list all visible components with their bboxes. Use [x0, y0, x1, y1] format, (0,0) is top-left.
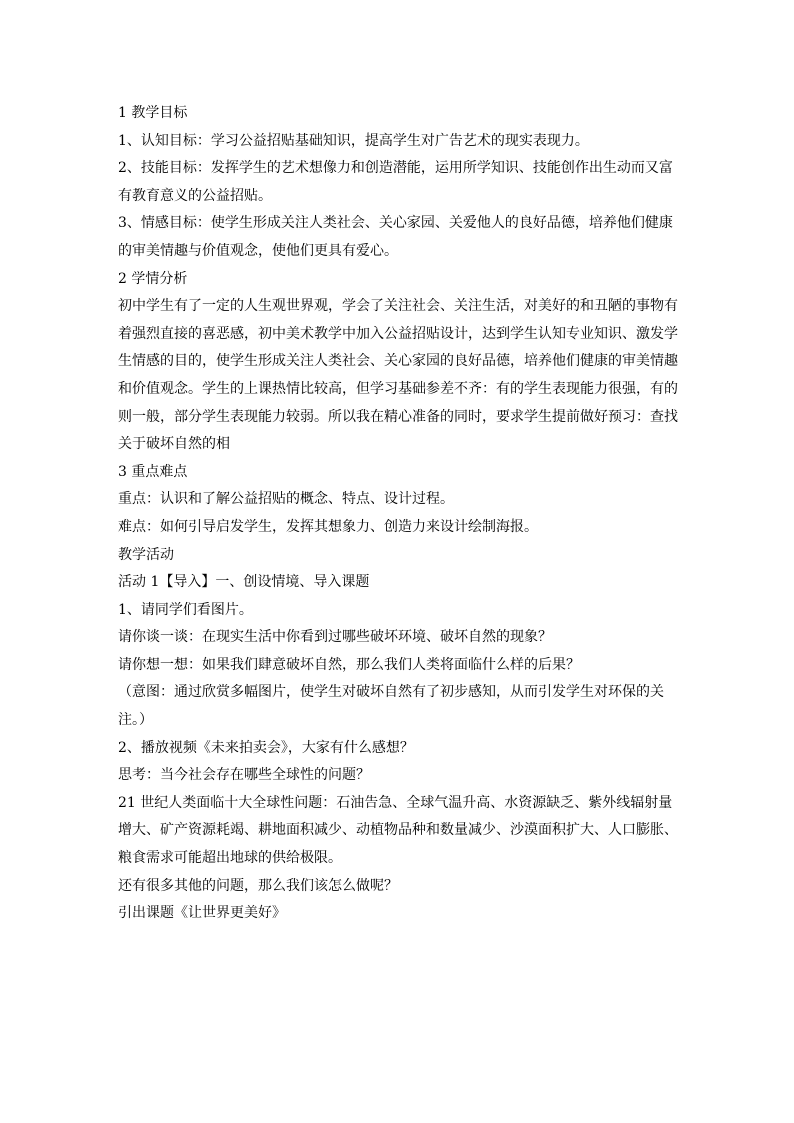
section-heading-activities: 教学活动 [118, 546, 174, 563]
paragraph-line: 注。） [118, 712, 153, 729]
paragraph-line: 关于破坏自然的相 [118, 436, 230, 453]
paragraph-line: 2、技能目标：发挥学生的艺术想像力和创造潜能，运用所学知识、技能创作出生动而又富 [118, 160, 673, 177]
paragraph-line: 则一般，部分学生表现能力较弱。所以我在精心准备的同时，要求学生提前做好预习：查找 [118, 408, 678, 425]
paragraph-line: 初中学生有了一定的人生观世界观，学会了关注社会、关注生活，对美好的和丑陋的事物有 [118, 298, 678, 315]
paragraph-line: 21 世纪人类面临十大全球性问题：石油告急、全球气温升高、水资源缺乏、紫外线辐射量 [118, 794, 673, 811]
paragraph-line: 着强烈直接的喜恶感，初中美术教学中加入公益招贴设计，达到学生认知专业知识、激发学 [118, 325, 678, 342]
paragraph-line: 思考：当今社会存在哪些全球性的问题？ [118, 767, 370, 784]
paragraph-line: 2、播放视频《未来拍卖会》，大家有什么感想？ [118, 739, 414, 756]
paragraph-line: 请你谈一谈：在现实生活中你看到过哪些破坏环境、破坏自然的现象？ [118, 629, 552, 646]
paragraph-line: 1、请同学们看图片。 [118, 601, 253, 618]
paragraph-line: 生情感的目的，使学生形成关注人类社会、关心家园的良好品德，培养他们健康的审美情趣 [118, 353, 678, 370]
paragraph-line: 1、认知目标：学习公益招贴基础知识，提高学生对广告艺术的现实表现力。 [118, 132, 589, 149]
paragraph-line: 引出课题《让世界更美好》 [118, 905, 286, 922]
paragraph-line: （意图：通过欣赏多幅图片，使学生对破坏自然有了初步感知，从而引发学生对环保的关 [118, 684, 664, 701]
section-heading-objectives: 1 教学目标 [118, 105, 188, 121]
paragraph-line: 增大、矿产资源耗竭、耕地面积减少、动植物品种和数量减少、沙漠面积扩大、人口膨胀、 [118, 822, 678, 839]
paragraph-line: 重点：认识和了解公益招贴的概念、特点、设计过程。 [118, 491, 454, 508]
paragraph-line: 请你想一想：如果我们肆意破坏自然，那么我们人类将面临什么样的后果？ [118, 656, 580, 673]
paragraph-line: 粮食需求可能超出地球的供给极限。 [118, 850, 342, 867]
paragraph-line: 有教育意义的公益招贴。 [118, 187, 272, 204]
paragraph-line: 还有很多其他的问题，那么我们该怎么做呢？ [118, 877, 398, 894]
paragraph-line: 难点：如何引导启发学生，发挥其想象力、创造力来设计绘制海报。 [118, 518, 538, 535]
paragraph-line: 和价值观念。学生的上课热情比较高，但学习基础参差不齐：有的学生表现能力很强，有的 [118, 380, 678, 397]
section-heading-analysis: 2 学情分析 [118, 270, 188, 287]
section-heading-key-points: 3 重点难点 [118, 463, 188, 480]
paragraph-line: 3、情感目标：使学生形成关注人类社会、关心家园、关爱他人的良好品德，培养他们健康 [118, 215, 673, 232]
document-body [118, 100, 692, 928]
activity-heading: 活动 1【导入】一、创设情境、导入课题 [118, 574, 370, 591]
paragraph-line: 的审美情趣与价值观念，使他们更具有爱心。 [118, 242, 398, 259]
